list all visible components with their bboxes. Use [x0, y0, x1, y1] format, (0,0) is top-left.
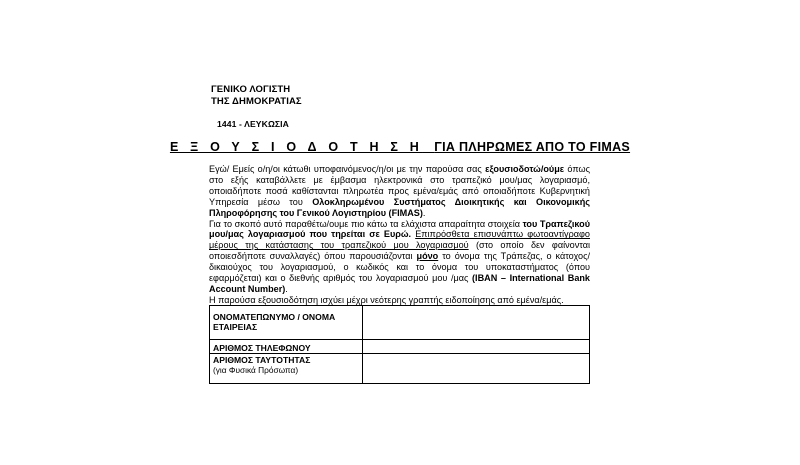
- p2-text-2: (στο οποίο δεν φαίνονται οποιεσδήποτε συναλλαγές) όπου παρουσιάζονται: [209, 240, 590, 262]
- p1-text-2: όπως στο εξής καταβάλλετε με έμβασμα ηλεκτρονικά στο τραπεζικό μου/μας λογαριασμό, οποιαδήποτε ποσά καθίστανται πληρωτέα προς εμένα/εμάς από οποιαδήποτε Κυβερνητική Υπηρεσία μέσω του: [209, 164, 590, 207]
- p2-underline-1: Επιπρόσθετα επισυνάπτω φωτοαντίγραφο μέρους της κατάστασης του τραπεζικού μου λογαριασμού: [209, 229, 590, 251]
- table-row: [210, 354, 590, 384]
- paragraph-authorization: [209, 164, 590, 219]
- table-row: [210, 340, 590, 354]
- p1-bold-2: Ολοκληρωμένου Συστήματος Διοικητικής και Οικονομικής Πληροφόρησης του Γενικού Λογιστηρίου (FIMAS): [209, 196, 590, 218]
- p2-text-3: το όνομα της Τράπεζας, ο κάτοχος/δικαιούχος του λογαριασμού, ο κωδικός και το όνομα του υποκαταστήματος (όπου εφαρμόζεται) και ο διεθνής αριθμός του λογαριασμού μου /μας: [209, 251, 590, 284]
- p2-text-4: .: [285, 283, 288, 294]
- p1-text-3: .: [422, 207, 426, 218]
- phone-label: ΑΡΙΘΜΟΣ ΤΗΛΕΦΩΝΟΥ: [210, 340, 363, 354]
- p2-text-1: Για το σκοπό αυτό παραθέτω/ουμε πιο κάτω τα ελάχιστα απαραίτητα στοιχεία: [209, 218, 523, 229]
- recipient-line-1: ΓΕΝΙΚΟ ΛΟΓΙΣΤΗ: [211, 84, 291, 95]
- id-number-sublabel: (για Φυσικά Πρόσωπα): [213, 365, 299, 375]
- p2-bold-1: του Τραπεζικού μου/μας λογαριασμού που τηρείται σε Ευρώ.: [209, 218, 591, 240]
- p2-bold-underline: μόνο: [416, 251, 439, 262]
- document-title: [0, 140, 800, 154]
- title-rest: ΓΙΑ ΠΛΗΡΩΜΕΣ ΑΠΟ ΤΟ FIMAS: [434, 140, 631, 154]
- p2-bold-2: (IBAN – International Bank Account Number): [209, 273, 590, 294]
- name-label: ΟΝΟΜΑΤΕΠΩΝΥΜΟ / ΟΝΟΜΑ ΕΤΑΙΡΕΙΑΣ: [210, 306, 363, 340]
- id-number-cell: [210, 354, 363, 384]
- title-spaced-word: Ε Ξ Ο Υ Σ Ι Ο Δ Ο Τ Η Σ Η: [169, 140, 423, 154]
- paragraph-validity: Η παρούσα εξουσιοδότηση ισχύει μέχρι νεότερης γραπτής ειδοποίησης από εμένα/εμάς.: [209, 294, 564, 305]
- authorization-text: [209, 164, 590, 306]
- details-table: [209, 305, 590, 384]
- p1-text-1: Εγώ/ Εμείς ο/η/οι κάτωθι υποφαινόμενος/η/οι με την παρούσα σας: [209, 164, 486, 174]
- recipient-address: 1441 - ΛΕΥΚΩΣΙΑ: [217, 119, 289, 129]
- table-row: [210, 306, 590, 340]
- p1-bold-1: εξουσιοδοτώ/ούμε: [485, 164, 565, 174]
- recipient-line-2: ΤΗΣ ΔΗΜΟΚΡΑΤΙΑΣ: [211, 96, 302, 107]
- phone-field[interactable]: [362, 340, 589, 354]
- paragraph-bank-details: [209, 219, 590, 295]
- name-field[interactable]: [362, 306, 589, 340]
- id-number-label: ΑΡΙΘΜΟΣ ΤΑΥΤΟΤΗΤΑΣ: [213, 355, 311, 365]
- id-number-field[interactable]: [362, 354, 589, 384]
